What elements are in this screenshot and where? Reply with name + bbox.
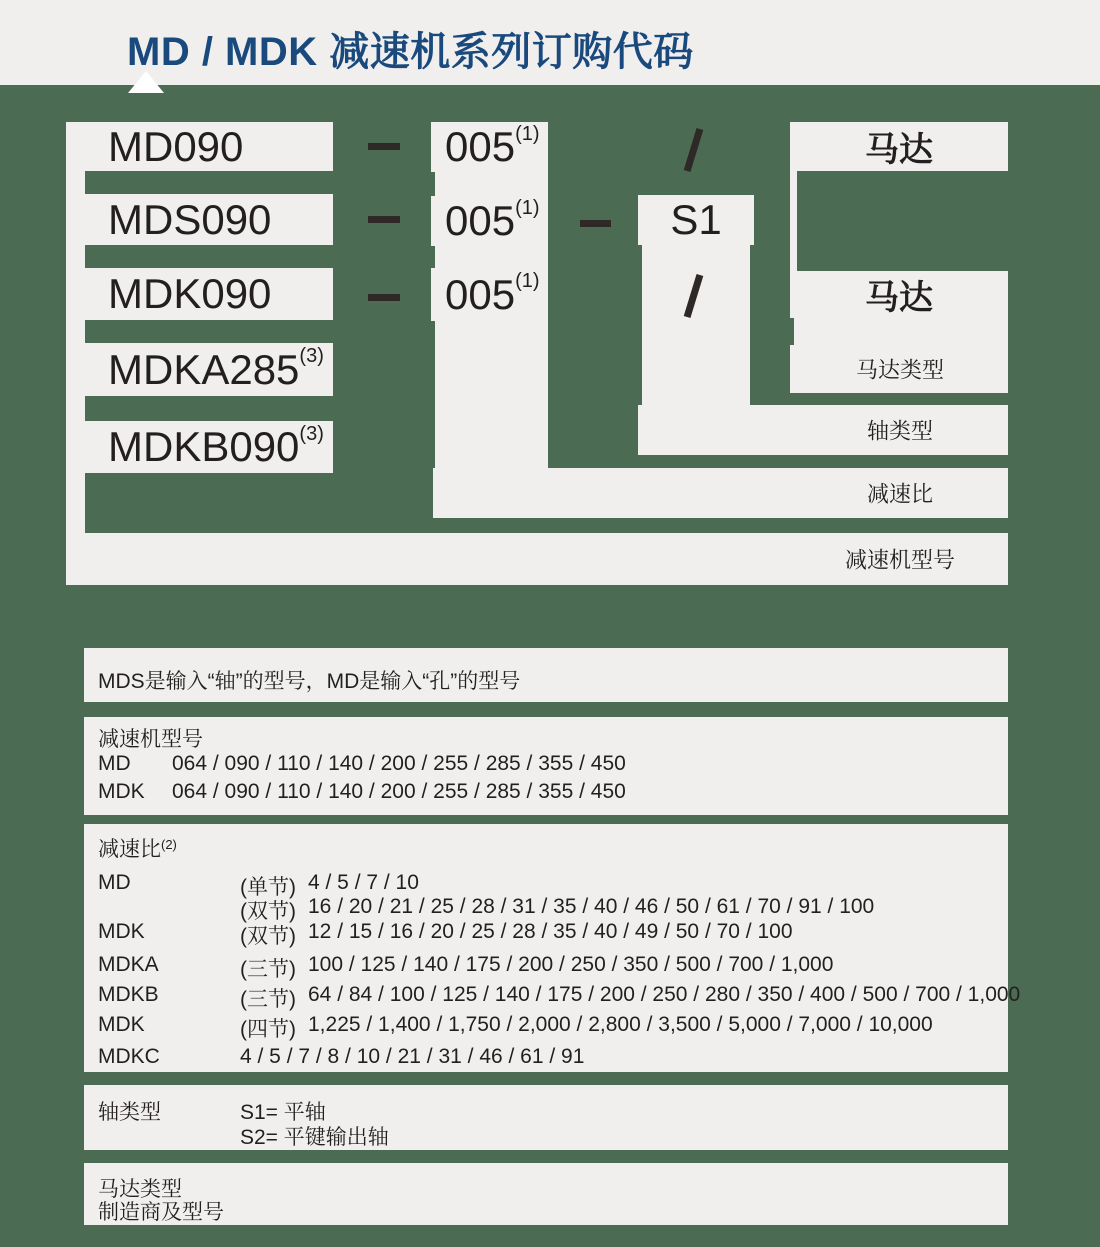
ratio-footnote: (1) [515, 122, 540, 145]
stage-label: (三节) [240, 988, 296, 1011]
ratio-column-line [435, 321, 548, 468]
ratio-row [98, 1045, 1000, 1069]
ratio-code: 005 [445, 270, 516, 318]
ratio-code: 005 [445, 123, 516, 170]
motor-column-line [790, 171, 797, 271]
shaft-box-s1 [638, 195, 754, 245]
series-label: MDKA [98, 953, 159, 976]
legend-label: 减速比 [866, 481, 933, 507]
model-row-mdk [98, 780, 1000, 804]
pointer-triangle-icon [128, 71, 164, 93]
section-title [98, 833, 1000, 863]
ratio-row [98, 953, 1000, 983]
ratio-box [431, 122, 548, 172]
ratio-row [98, 920, 1000, 950]
series-label: MD [98, 752, 131, 775]
model-code: MDK090 [108, 270, 272, 317]
dash-separator [580, 220, 611, 227]
model-box-mdk090 [85, 268, 333, 320]
shaft-column-line [642, 245, 750, 405]
motor-box [790, 271, 1008, 318]
header [0, 0, 1100, 85]
motor-section-line: 马达类型 [98, 1178, 182, 1201]
section-title: 减速机型号 [98, 728, 203, 751]
model-column-line [66, 122, 85, 533]
legend-label: 轴类型 [866, 418, 933, 444]
motor-section [84, 1163, 1008, 1225]
stage-label: (双节) [240, 900, 296, 923]
shaft-code: S1 [670, 196, 722, 243]
ratio-values: 4 / 5 / 7 / 10 [308, 871, 419, 894]
stage-label: (三节) [240, 958, 296, 981]
series-label: MD [98, 871, 131, 894]
series-values: 064 / 090 / 110 / 140 / 200 / 255 / 285 / 355 / 450 [172, 780, 626, 803]
ratio-section [84, 824, 1021, 1072]
note-text: MDS是输入“轴”的型号，MD是输入“孔”的型号 [98, 670, 521, 693]
model-row-md [98, 752, 1000, 776]
model-code: MD090 [108, 122, 244, 170]
legend-label: 减速机型号 [844, 547, 955, 573]
spacer [98, 1121, 240, 1151]
series-label: MDK [98, 1013, 145, 1036]
legend-row-model [66, 533, 1008, 585]
ratio-values: 100 / 125 / 140 / 175 / 200 / 250 / 350 / 500 / 700 / 1,000 [308, 953, 834, 976]
ratio-values: 1,225 / 1,400 / 1,750 / 2,000 / 2,800 / 3,500 / 5,000 / 7,000 / 10,000 [308, 1013, 933, 1036]
ratio-footnote: (1) [515, 270, 540, 292]
section-title-footnote: (2) [161, 837, 177, 852]
ratio-box [431, 196, 548, 246]
shaft-row [98, 1121, 1000, 1151]
ratio-code: 005 [445, 197, 516, 244]
note-bar [84, 648, 1008, 702]
motor-section-line: 制造商及型号 [98, 1201, 224, 1224]
motor-column-line [794, 318, 1008, 345]
legend-label: 马达类型 [855, 357, 944, 383]
ratio-row [98, 983, 1021, 1013]
legend-row-ratio [433, 468, 1008, 518]
ratio-box [431, 268, 548, 321]
section-title-text: 减速比 [98, 838, 161, 861]
shaft-section [84, 1085, 1008, 1150]
model-code: MDKB090 [108, 423, 300, 470]
motor-label: 马达 [865, 279, 933, 317]
stage-label: (单节) [240, 876, 296, 899]
model-box-mds090 [85, 194, 333, 245]
stage-label: (双节) [240, 925, 296, 948]
model-code: MDKA285 [108, 345, 300, 393]
dash-separator [368, 216, 400, 223]
model-box-mdkb090 [85, 421, 333, 473]
series-values: 064 / 090 / 110 / 140 / 200 / 255 / 285 / 355 / 450 [172, 752, 626, 775]
model-footnote: (3) [299, 345, 324, 367]
slash-separator [684, 128, 704, 172]
ratio-column-line [435, 246, 548, 268]
ratio-values: 4 / 5 / 7 / 8 / 10 / 21 / 31 / 46 / 61 / 91 [240, 1045, 585, 1068]
page-title: MD / MDK 减速机系列订购代码 [127, 30, 694, 74]
series-label: MDKB [98, 983, 159, 1006]
legend-row-motor-type [790, 345, 1008, 393]
model-footnote: (3) [299, 422, 324, 445]
model-code: MDS090 [108, 195, 272, 243]
shaft-option: S2= 平键输出轴 [240, 1126, 389, 1149]
motor-box [790, 122, 1008, 171]
dash-separator [368, 143, 400, 150]
series-label: MDKC [98, 1045, 160, 1068]
legend-row-shaft-type [638, 405, 1008, 455]
ratio-values: 16 / 20 / 21 / 25 / 28 / 31 / 35 / 40 / 46 / 50 / 61 / 70 / 91 / 100 [308, 895, 875, 918]
ratio-column-line [435, 172, 548, 196]
series-label: MDK [98, 780, 145, 803]
dash-separator [368, 294, 400, 301]
model-section [84, 717, 1008, 815]
stage-label: (四节) [240, 1018, 296, 1041]
model-box-mdka285 [85, 343, 333, 396]
section-title: 轴类型 [98, 1101, 161, 1124]
ratio-footnote: (1) [515, 196, 540, 219]
motor-label: 马达 [865, 131, 933, 169]
shaft-option: S1= 平轴 [240, 1101, 326, 1124]
series-label: MDK [98, 920, 145, 943]
model-box-md090 [85, 122, 333, 171]
ratio-values: 12 / 15 / 16 / 20 / 25 / 28 / 35 / 40 / 49 / 50 / 70 / 100 [308, 920, 793, 943]
ratio-values: 64 / 84 / 100 / 125 / 140 / 175 / 200 / 250 / 280 / 350 / 400 / 500 / 700 / 1,000 [308, 983, 1021, 1006]
ratio-row [98, 1013, 1000, 1043]
